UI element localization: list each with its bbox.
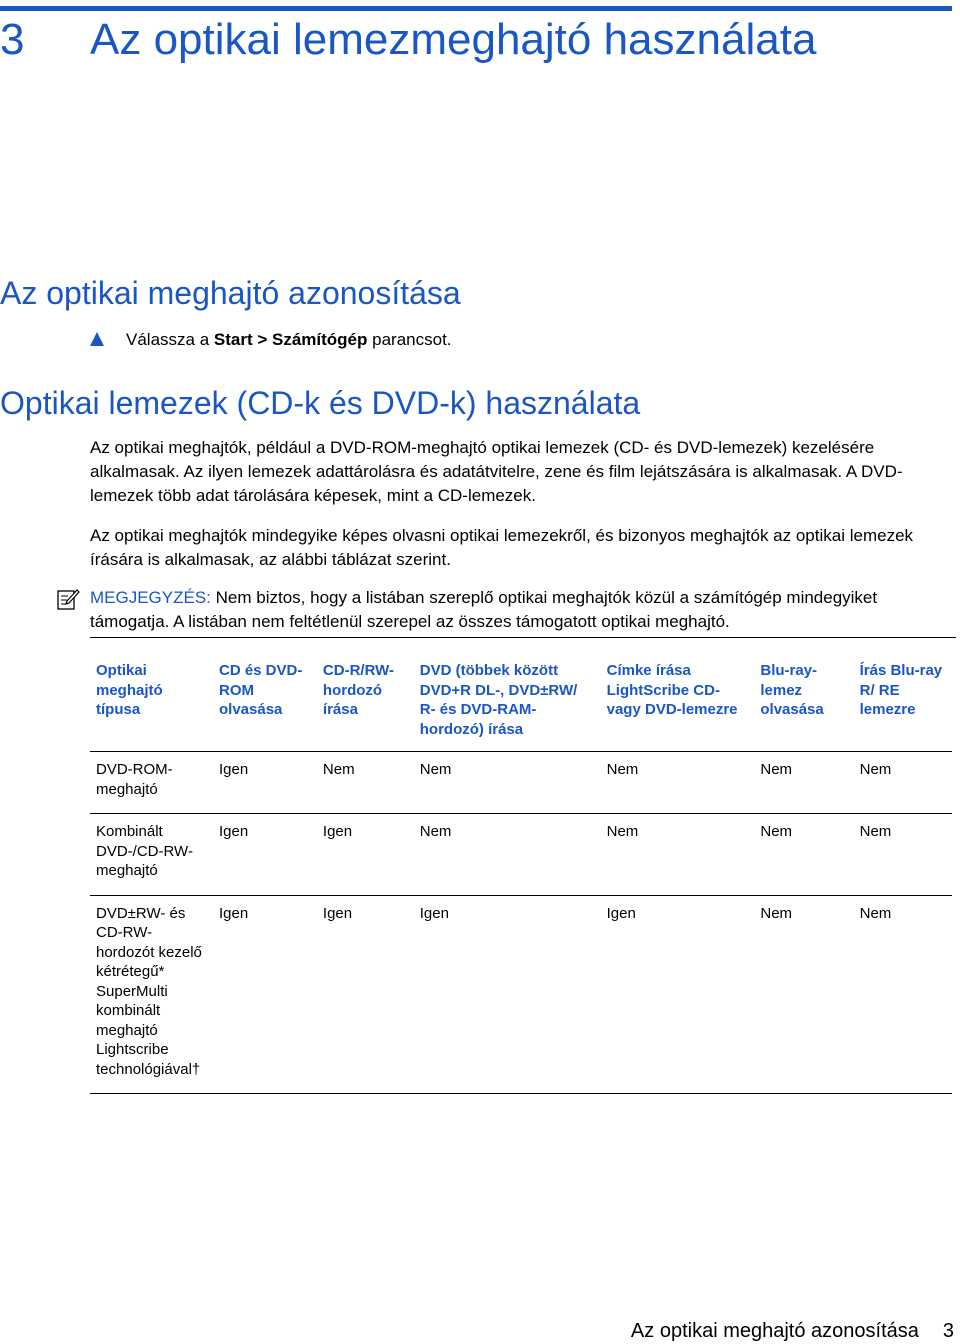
note-label: MEGJEGYZÉS: — [90, 588, 211, 607]
table-cell: Igen — [213, 814, 317, 896]
table-cell: Igen — [317, 895, 414, 1094]
section-heading-identify: Az optikai meghajtó azonosítása — [0, 275, 461, 311]
paragraph-drives: Az optikai meghajtók mindegyike képes olvasni optikai lemezekről, és bizonyos meghajtók az optikai lemezek írására is alkalmasak, az alábbi táblázat szerint. — [90, 526, 914, 569]
table-cell: Nem — [754, 895, 853, 1094]
table-cell-drive: Kombinált DVD-/CD-RW-meghajtó — [90, 814, 213, 896]
chapter-title-text: Az optikai lemezmeghajtó használata — [90, 15, 817, 64]
note-text: Nem biztos, hogy a listában szereplő optikai meghajtók közül a számítógép mindegyiket támogatja. A listában nem feltétlenül szerepel az összes támogatott optikai meghajtó. — [90, 588, 878, 631]
table-cell-drive: DVD-ROM-meghajtó — [90, 752, 213, 814]
table-cell: Igen — [213, 752, 317, 814]
table-header-cell: CD és DVD-ROM olvasása — [213, 653, 317, 752]
note-box — [56, 586, 956, 638]
chapter-number: 3 — [0, 15, 25, 64]
paragraph-intro: Az optikai meghajtók, például a DVD-ROM-meghajtó optikai lemezek (CD- és DVD-lemezek) kezelésére alkalmasak. Az ilyen lemezek adattárolásra és adatátvitelre, zene és film lejátszására is alkalmasak. A DVD-lemezek több adat tárolására képesek, mint a CD-lemezek. — [90, 438, 903, 505]
section-heading-discs: Optikai lemezek (CD-k és DVD-k) használata — [0, 385, 641, 421]
note-pencil-icon — [56, 588, 80, 612]
table-cell: Nem — [414, 814, 601, 896]
table-cell: Igen — [414, 895, 601, 1094]
table-cell: Igen — [601, 895, 755, 1094]
triangle-icon — [90, 332, 104, 346]
table-cell: Nem — [754, 752, 853, 814]
table-header-cell: Címke írása LightScribe CD- vagy DVD-lemezre — [601, 653, 755, 752]
step-item — [90, 328, 452, 352]
table-cell: Nem — [754, 814, 853, 896]
table-cell: Nem — [854, 895, 952, 1094]
chapter-top-rule — [0, 6, 952, 11]
table-cell: Nem — [601, 814, 755, 896]
step-text-suffix: parancsot. — [367, 330, 452, 349]
table-cell: Nem — [317, 752, 414, 814]
note-content — [90, 586, 956, 638]
chapter-title — [0, 14, 816, 66]
table-cell: Igen — [213, 895, 317, 1094]
table-cell: Igen — [317, 814, 414, 896]
table-row — [90, 752, 952, 814]
table-cell: Nem — [414, 752, 601, 814]
table-header-cell: Írás Blu-ray R/ RE lemezre — [854, 653, 952, 752]
step-text-prefix: Válassza a — [126, 330, 214, 349]
table-header-cell: Blu-ray-lemez olvasása — [754, 653, 853, 752]
table-cell-drive: DVD±RW- és CD-RW-hordozót kezelő kétrétegű* SuperMulti kombinált meghajtó Lightscribe technológiával† — [90, 895, 213, 1094]
footer-section-title: Az optikai meghajtó azonosítása — [630, 1320, 919, 1342]
table-header-row — [90, 653, 952, 752]
table-header-cell: CD-R/RW-hordozó írása — [317, 653, 414, 752]
page-number: 3 — [942, 1320, 954, 1342]
table-header-cell: Optikai meghajtó típusa — [90, 653, 213, 752]
table-cell: Nem — [601, 752, 755, 814]
table-header-cell: DVD (többek között DVD+R DL-, DVD±RW/ R- és DVD-RAM-hordozó) írása — [414, 653, 601, 752]
table-cell: Nem — [854, 752, 952, 814]
page-footer — [631, 1318, 954, 1344]
step-text-bold: Start > Számítógép — [213, 330, 368, 349]
drive-capability-table — [90, 653, 952, 1094]
table-row — [90, 895, 952, 1094]
table-cell: Nem — [854, 814, 952, 896]
table-row — [90, 814, 952, 896]
